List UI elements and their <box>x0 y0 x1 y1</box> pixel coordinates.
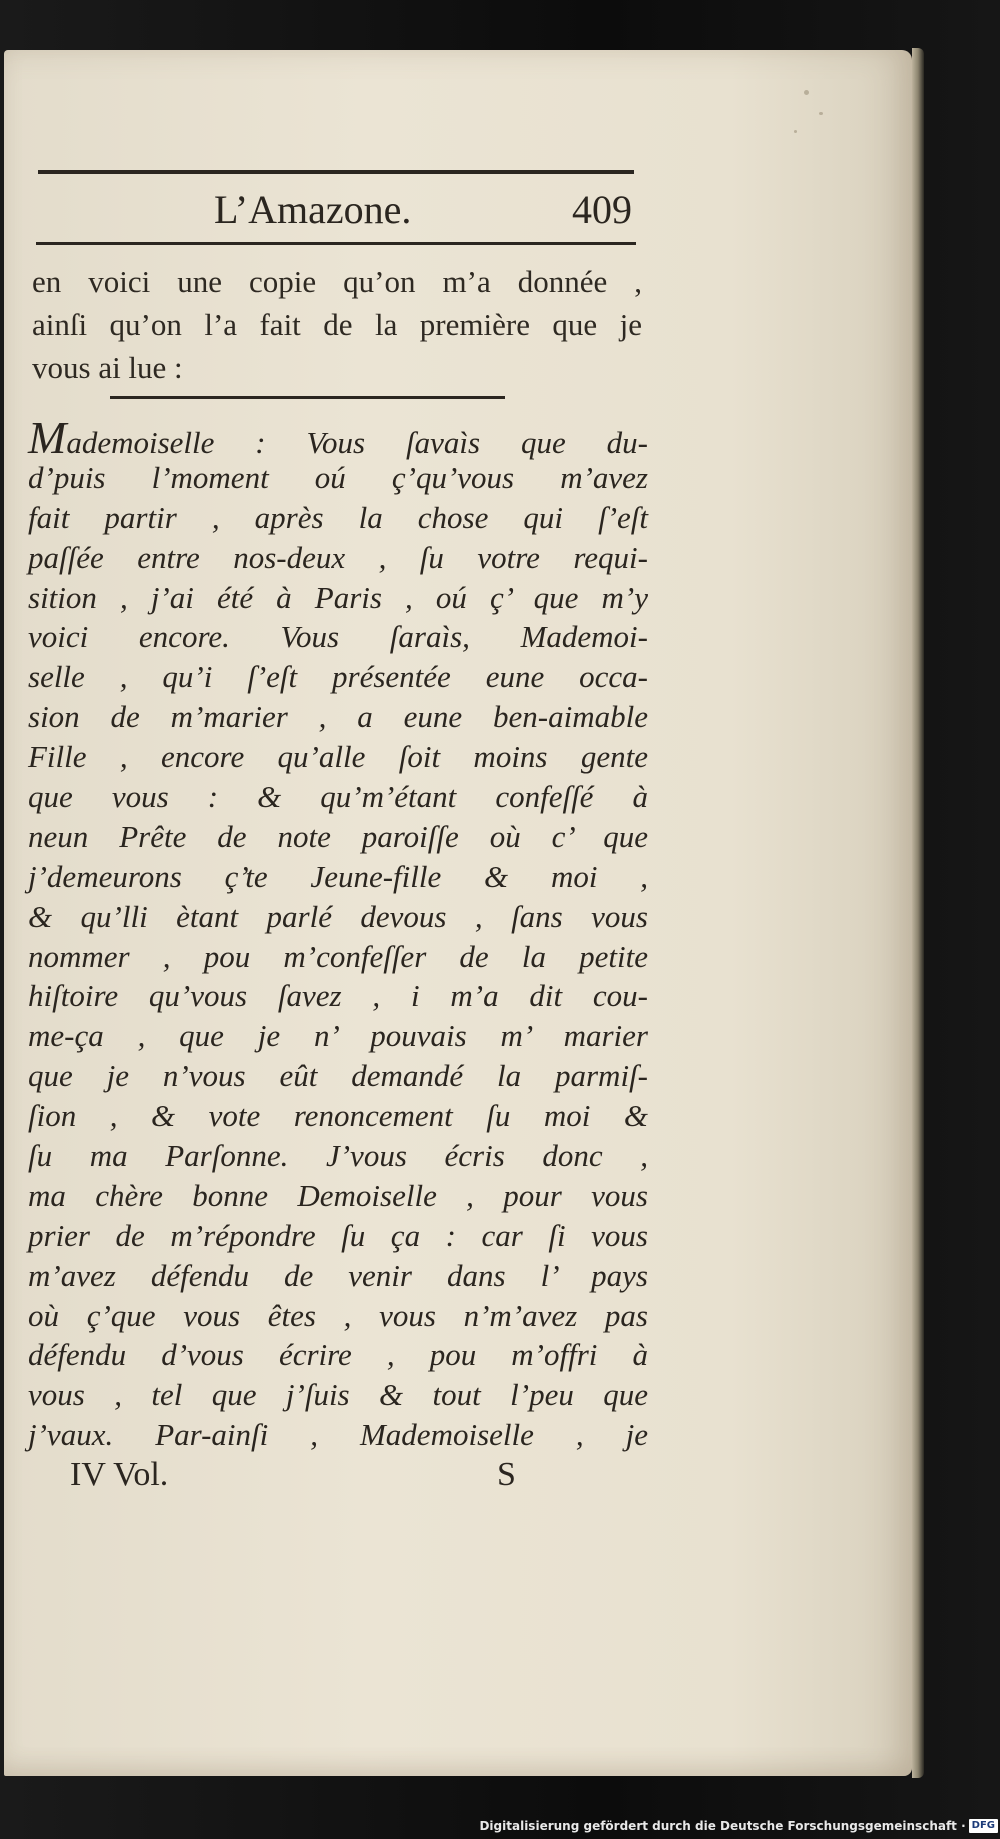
text-line: m’avez défendu de venir dans l’ pays <box>28 1257 648 1293</box>
text-line: j’vaux. Par-ainſi , Mademoiselle , je <box>28 1417 648 1453</box>
paper-speck <box>804 90 809 95</box>
text-line: ſion , & vote renoncement ſu moi & <box>28 1098 648 1134</box>
text-line: vous , tel que j’ſuis & tout l’peu que <box>28 1377 648 1413</box>
text-line: Fille , encore qu’alle ſoit moins gente <box>28 739 648 775</box>
text-line: que vous : & qu’m’étant confeſſé à <box>28 779 648 815</box>
text-line: où ç’que vous êtes , vous n’m’avez pas <box>28 1297 648 1333</box>
page-footer <box>70 1452 550 1498</box>
text-line: d’puis l’moment oú ç’qu’vous m’avez <box>28 459 648 495</box>
text-line: fait partir , après la chose qui ſ’eſt <box>28 499 648 535</box>
text-line: me-ça , que je n’ pouvais m’ marier <box>28 1018 648 1054</box>
page-edge <box>912 48 924 1778</box>
signature-mark: S <box>497 1456 516 1493</box>
letter-body <box>28 412 648 1455</box>
text-line: hiſtoire qu’vous ſavez , i m’a dit cou- <box>28 978 648 1014</box>
intro-paragraph <box>32 260 642 389</box>
text-line: voici encore. Vous ſaraìs, Mademoi- <box>28 619 648 655</box>
page-number: 409 <box>572 187 632 232</box>
text-line: selle , qu’i ſ’eſt présentée eune occa- <box>28 659 648 695</box>
text-line: en voici une copie qu’on m’a donnée , <box>32 264 642 299</box>
text-line-content: ademoiselle : Vous ſavaìs que du- <box>66 425 648 460</box>
text-line: ſu ma Parſonne. J’vous écris donc , <box>28 1138 648 1174</box>
digitization-credit <box>479 1815 998 1837</box>
text-line: neun Prête de note paroiſſe où c’ que <box>28 818 648 854</box>
text-line: ainſi qu’on l’a fait de la première que je <box>32 307 642 342</box>
drop-cap: M <box>28 412 67 463</box>
volume-mark: IV Vol. <box>70 1456 169 1493</box>
paper-speck <box>819 112 823 115</box>
header-top-rule <box>38 170 634 174</box>
credit-text: Digitalisierung gefördert durch die Deutsche Forschungsgemeinschaft · <box>479 1819 966 1833</box>
section-divider <box>110 396 505 399</box>
text-line: sion de m’marier , a eune ben-aimable <box>28 699 648 735</box>
text-line: nommer , pou m’confeſſer de la petite <box>28 938 648 974</box>
dfg-logo: DFG <box>969 1819 998 1833</box>
running-header <box>36 182 636 238</box>
text-line <box>28 412 648 463</box>
text-line: & qu’lli ètant parlé devous , ſans vous <box>28 898 648 934</box>
text-line: vous ai lue : <box>32 350 183 385</box>
paper-speck <box>794 130 797 133</box>
text-line: paſſée entre nos-deux , ſu votre requi- <box>28 539 648 575</box>
text-line: ma chère bonne Demoiselle , pour vous <box>28 1177 648 1213</box>
text-line: que je n’vous eût demandé la parmiſ- <box>28 1058 648 1094</box>
text-line: sition , j’ai été à Paris , oú ç’ que m’y <box>28 579 648 615</box>
text-line: prier de m’répondre ſu ça : car ſi vous <box>28 1217 648 1253</box>
text-line: défendu d’vous écrire , pou m’offri à <box>28 1337 648 1373</box>
header-bottom-rule <box>36 242 636 245</box>
text-line: j’demeurons ç’te Jeune-fille & moi , <box>28 858 648 894</box>
running-title: L’Amazone. <box>214 187 412 232</box>
